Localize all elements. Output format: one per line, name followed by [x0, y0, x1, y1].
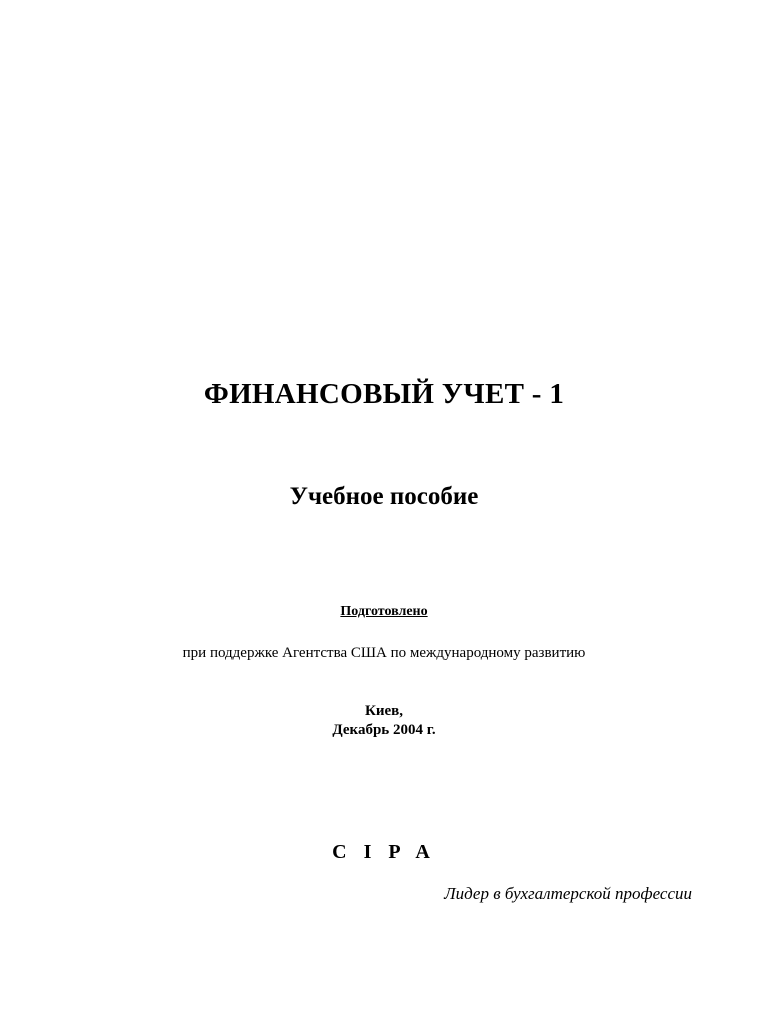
support-line: при поддержке Агентства США по международному развитию — [182, 645, 586, 661]
document-title: ФИНАНСОВЫЙ УЧЕТ - 1 — [203, 378, 565, 410]
date-text: Декабрь 2004 г. — [332, 722, 436, 738]
document-subtitle: Учебное пособие — [289, 483, 479, 510]
organization-name: C I P A — [332, 841, 436, 863]
prepared-label: Подготовлено — [340, 604, 428, 619]
city-text: Киев, — [364, 703, 404, 719]
organization-slogan: Лидер в бухгалтерской профессии — [444, 884, 692, 903]
